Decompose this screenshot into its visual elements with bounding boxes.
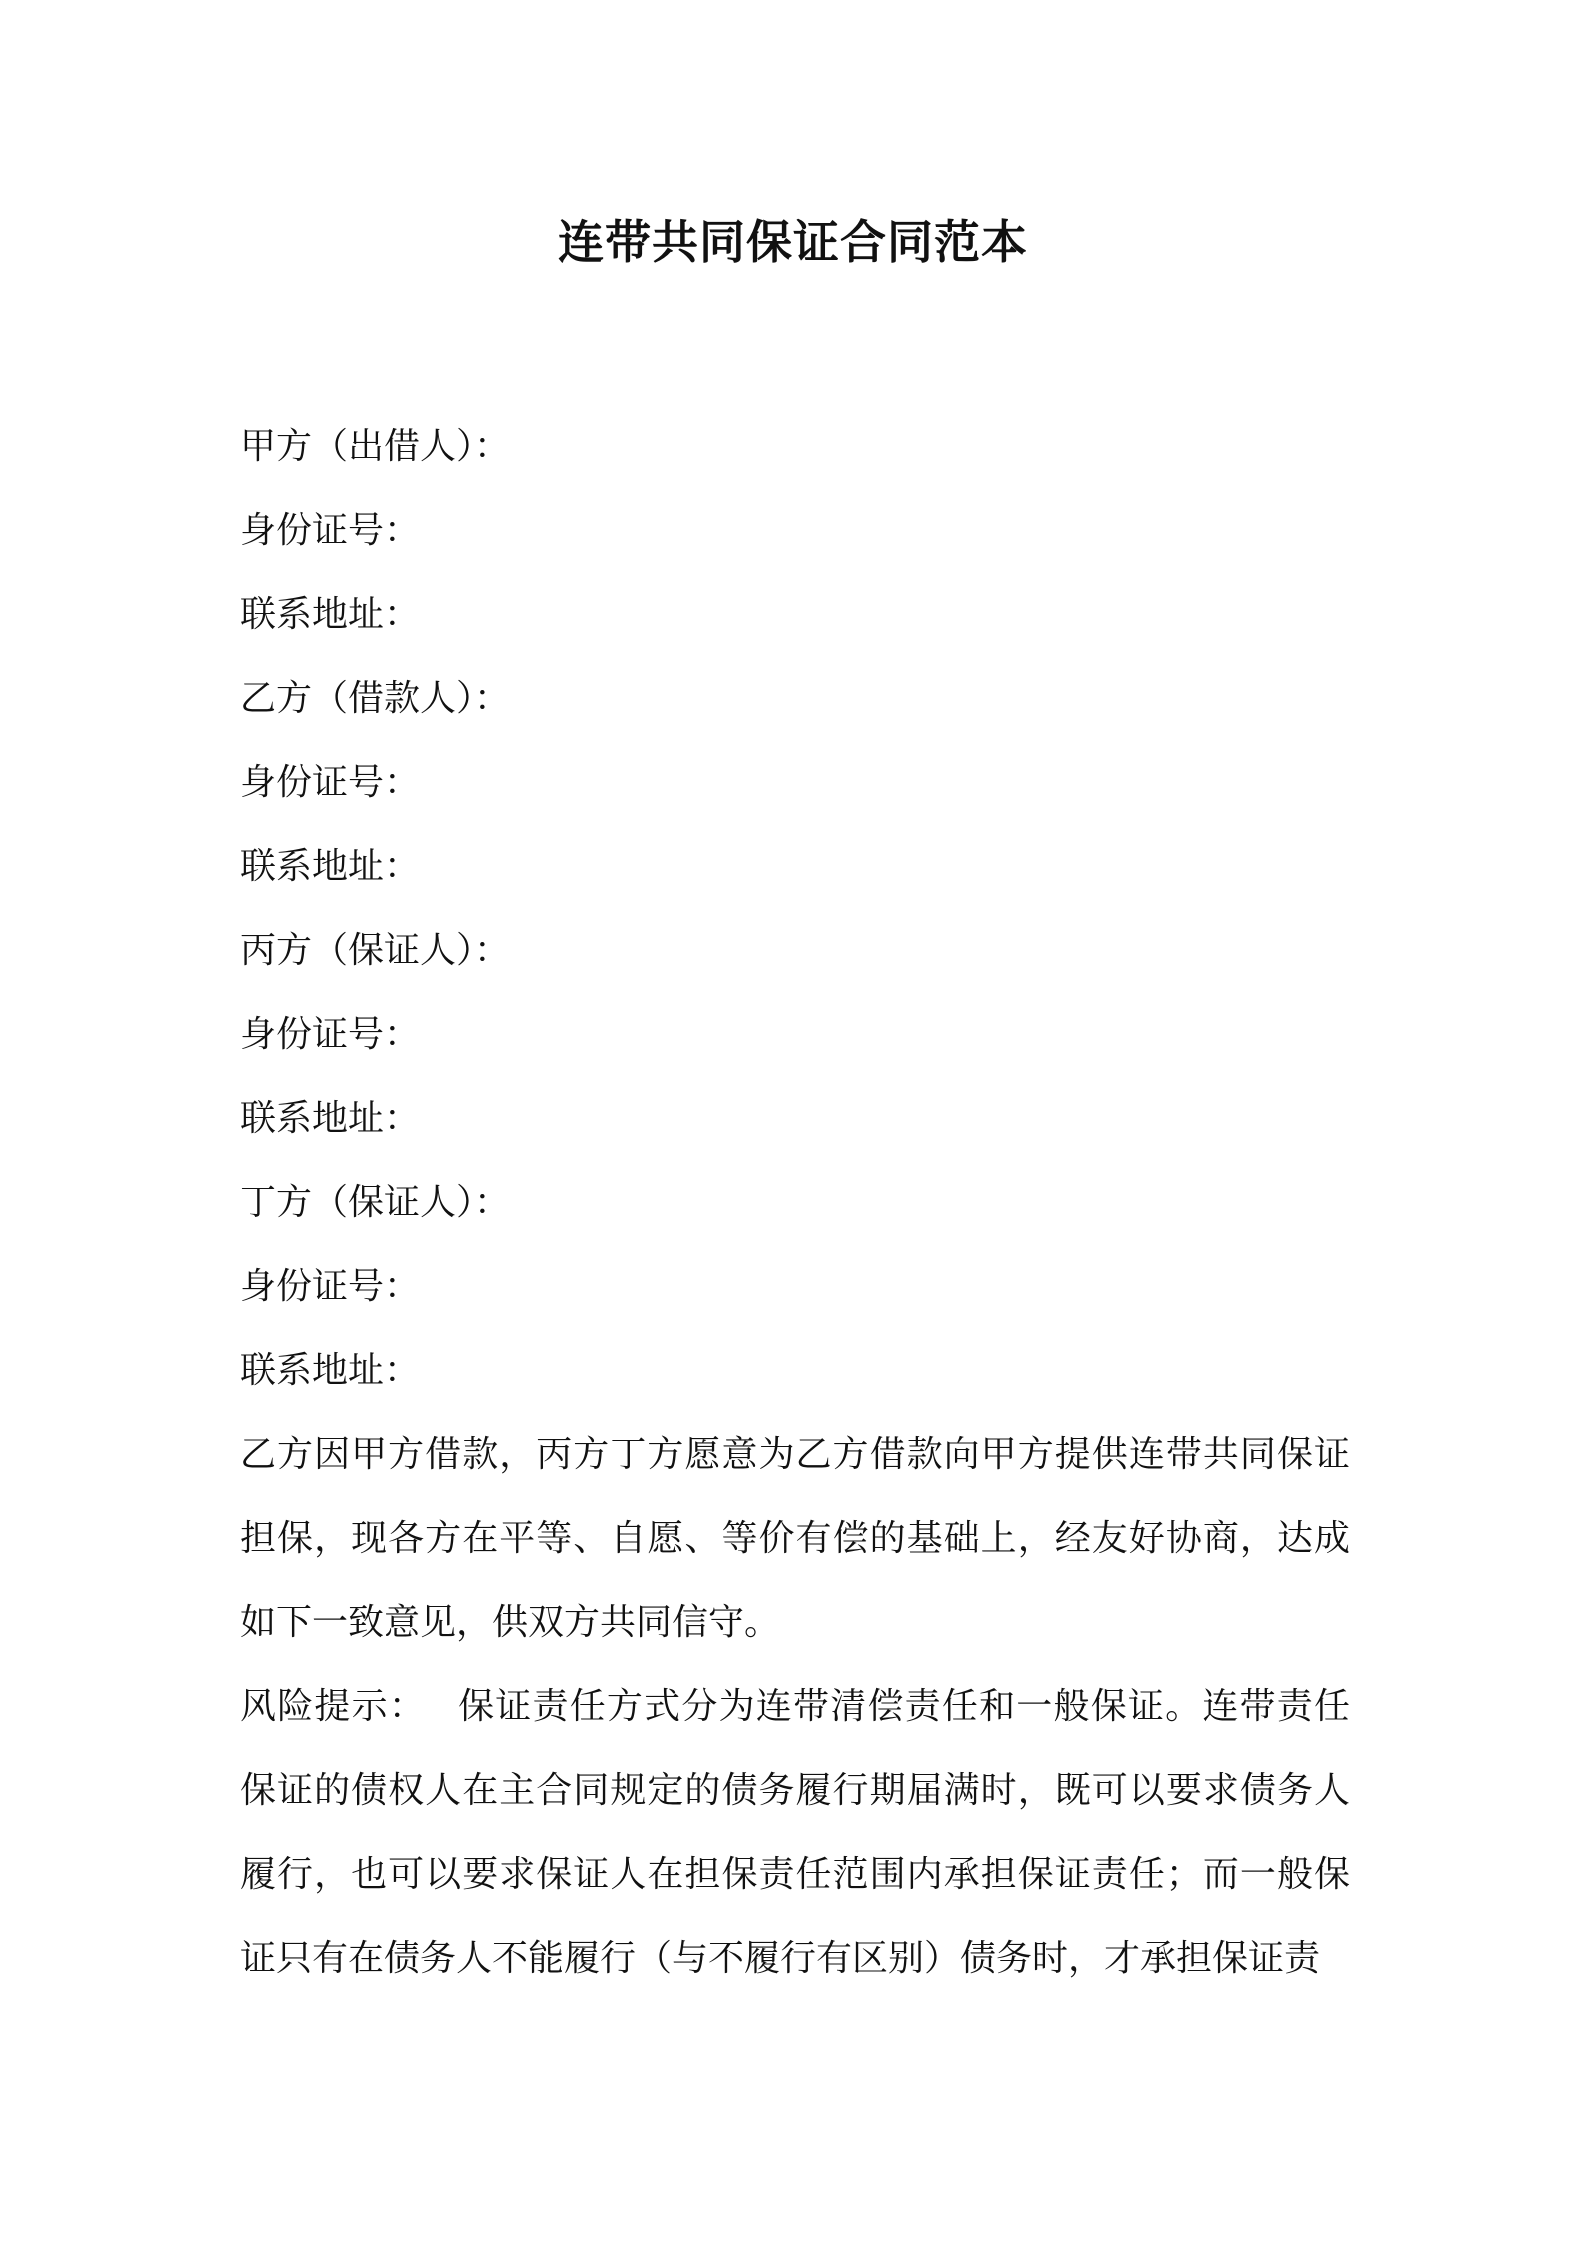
party-a-label: 甲方（出借人）： xyxy=(240,426,511,467)
intro-paragraph: 乙方因甲方借款，丙方丁方愿意为乙方借款向甲方提供连带共同保证担保，现各方在平等、自愿、等价有偿的基础上，经友好协商，达成如下一致意见，供双方共同信守。 xyxy=(240,1434,1350,1643)
party-d-address-label: 联系地址： xyxy=(240,1350,421,1391)
risk-text: 保证责任方式分为连带清偿责任和一般保证。连带责任保证的债权人在主合同规定的债务履行期届满时，既可以要求债务人履行，也可以要求保证人在担保责任范围内承担保证责任；而一般保证只有在债务人不能履行（与不履行有区别）债务时，才承担保证责 xyxy=(240,1686,1350,1979)
party-a-id-label: 身份证号： xyxy=(240,510,421,551)
party-a-address-label: 联系地址： xyxy=(240,594,421,635)
party-d-label: 丁方（保证人）： xyxy=(240,1182,511,1223)
risk-paragraph xyxy=(240,1665,1350,2001)
party-c-address-label: 联系地址： xyxy=(240,1098,421,1139)
risk-label: 风险提示： xyxy=(240,1686,427,1727)
party-b-id-label: 身份证号： xyxy=(240,762,421,803)
document-body xyxy=(240,405,1350,2001)
party-b-address-label: 联系地址： xyxy=(240,846,421,887)
party-d-id-label: 身份证号： xyxy=(240,1266,421,1307)
party-b-label: 乙方（借款人）： xyxy=(240,678,511,719)
party-c-id-label: 身份证号： xyxy=(240,1014,421,1055)
party-c-label: 丙方（保证人）： xyxy=(240,930,511,971)
document-title: 连带共同保证合同范本 xyxy=(558,215,1028,269)
